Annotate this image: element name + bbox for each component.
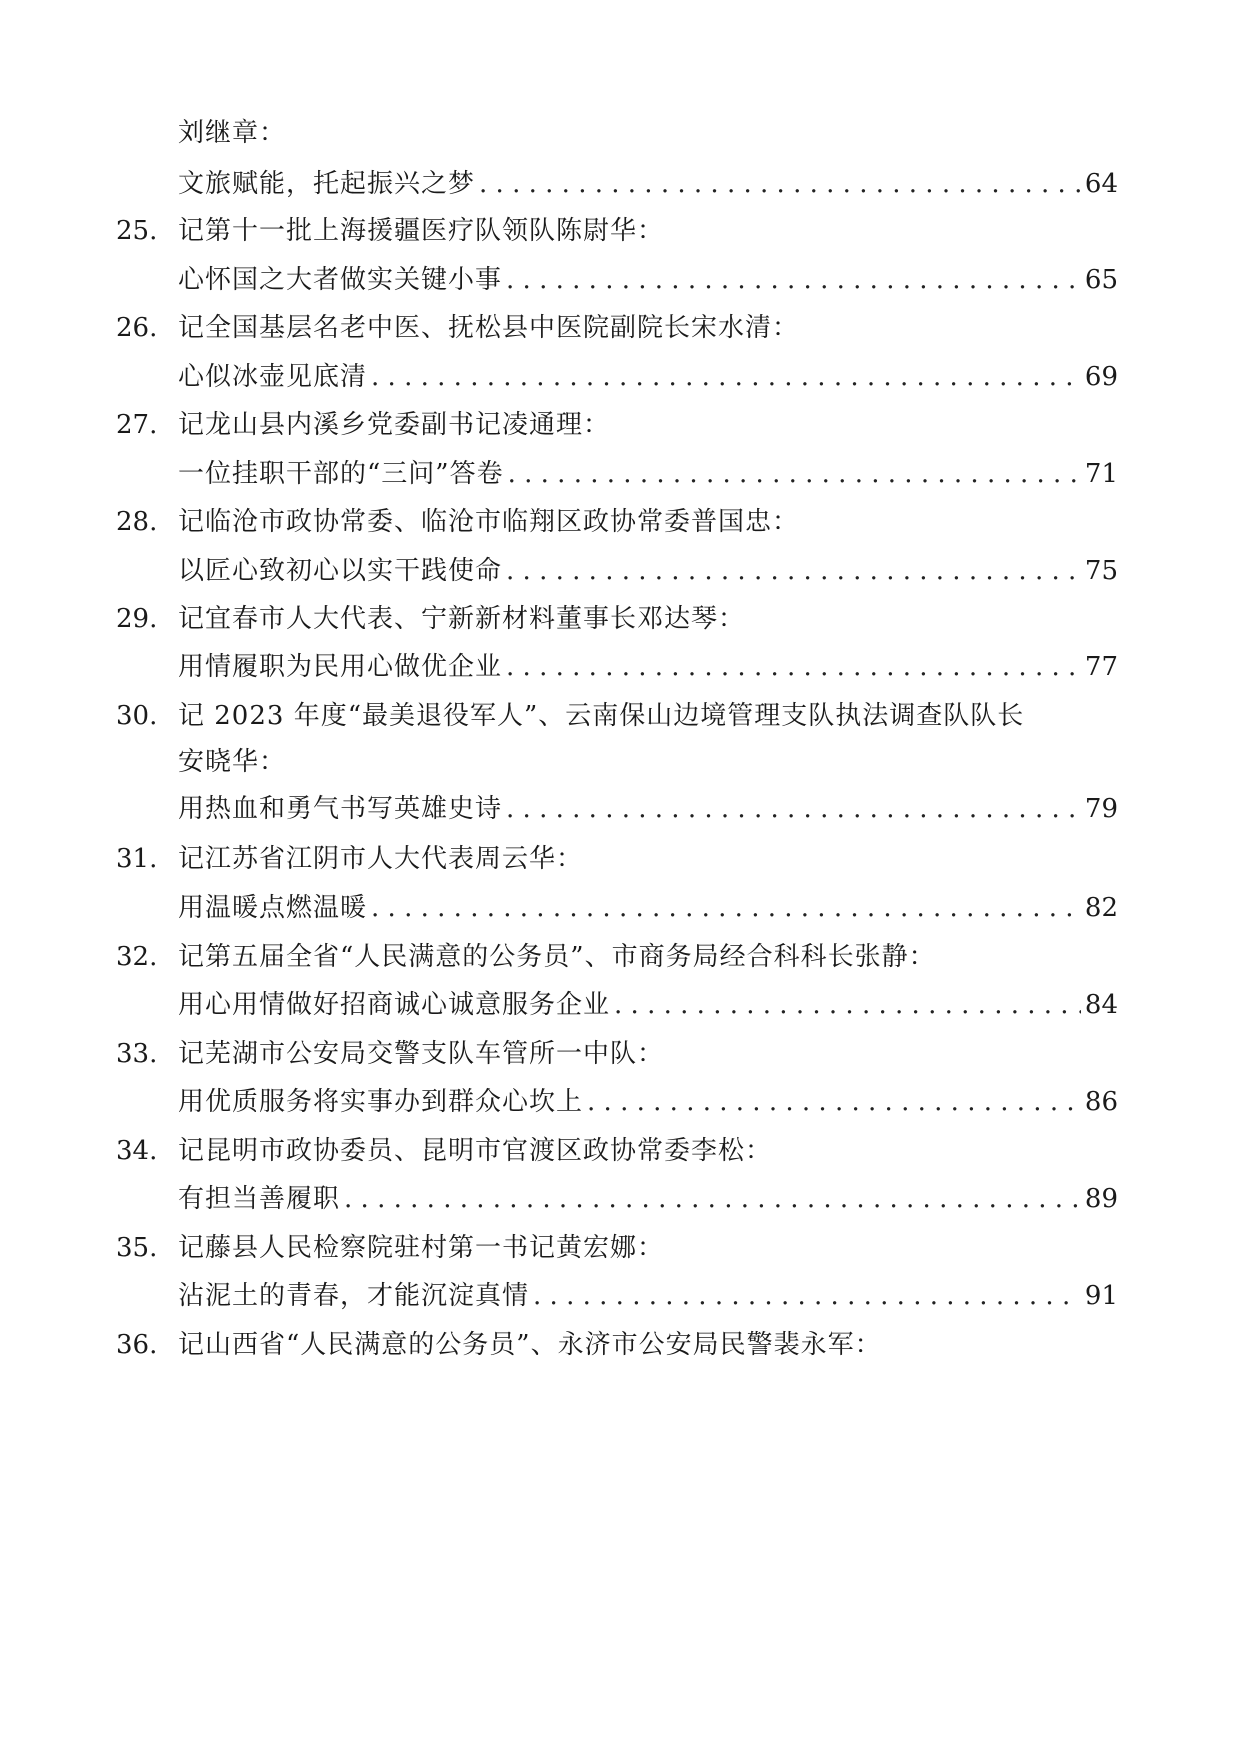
toc-entry-subtitle[interactable] [0,985,1240,1025]
toc-entry-subtitle[interactable] [0,1179,1240,1219]
toc-title-text: 记宜春市人大代表、宁新新材料董事长邓达琴： [178,604,746,634]
toc-title-text: 安晓华： [178,747,287,777]
toc-entry-number: 27. [116,410,158,440]
toc-subtitle-text: 沾泥土的青春，才能沉淀真情 [178,1281,530,1311]
toc-entry-subtitle[interactable] [0,1082,1240,1122]
toc-page-number: 69 [1084,362,1118,392]
toc-page-number: 82 [1084,893,1118,923]
toc-entry-subtitle[interactable] [0,357,1240,397]
toc-subtitle-text: 用温暖点燃温暖 [178,893,368,923]
dot-leader [367,357,1081,397]
toc-entry-title [0,502,1240,542]
toc-entry-title [0,1131,1240,1171]
toc-page-number: 77 [1084,652,1118,682]
toc-title-text: 记昆明市政协委员、昆明市官渡区政协常委李松： [178,1136,773,1166]
dot-leader [340,1179,1081,1219]
toc-entry-title [0,211,1240,251]
toc-entry-title [0,599,1240,639]
toc-entry-number: 33. [116,1039,158,1069]
toc-entry-title [0,937,1240,977]
dot-leader [529,1276,1081,1316]
toc-title-text: 记全国基层名老中医、抚松县中医院副院长宋水清： [178,313,800,343]
toc-subtitle-text: 用热血和勇气书写英雄史诗 [178,794,503,824]
dot-leader [502,260,1081,300]
toc-subtitle-text: 文旅赋能，托起振兴之梦 [178,169,476,199]
toc-title-text: 记藤县人民检察院驻村第一书记黄宏娜： [178,1233,665,1263]
dot-leader [502,789,1081,829]
toc-entry-subtitle[interactable] [0,888,1240,928]
toc-title-text: 记山西省“人民满意的公务员”、永济市公安局民警裴永军： [178,1330,882,1360]
toc-title-text: 记江苏省江阴市人大代表周云华： [178,844,584,874]
toc-subtitle-text: 心怀国之大者做实关键小事 [178,265,503,295]
toc-entry-number: 28. [116,507,158,537]
dot-leader [583,1082,1081,1122]
toc-subtitle-text: 用优质服务将实事办到群众心坎上 [178,1087,584,1117]
toc-page-number: 84 [1084,990,1118,1020]
toc-entry-title [0,308,1240,348]
toc-entry-subtitle[interactable] [0,1276,1240,1316]
toc-page-number: 89 [1084,1184,1118,1214]
toc-entry-number: 30. [116,701,158,731]
dot-leader [610,985,1081,1025]
toc-title-text: 记龙山县内溪乡党委副书记凌通理： [178,410,611,440]
toc-entry-subtitle[interactable] [0,164,1240,204]
toc-subtitle-text: 有担当善履职 [178,1184,341,1214]
toc-entry-subtitle[interactable] [0,647,1240,687]
toc-entry-title [0,1325,1240,1365]
toc-subtitle-text: 用心用情做好招商诚心诚意服务企业 [178,990,611,1020]
toc-entry-subtitle[interactable] [0,260,1240,300]
toc-page-number: 86 [1084,1087,1118,1117]
toc-subtitle-text: 以匠心致初心以实干践使命 [178,556,503,586]
dot-leader [475,164,1081,204]
toc-entry-number: 25. [116,216,158,246]
dot-leader [367,888,1081,928]
toc-page-number: 91 [1084,1281,1118,1311]
toc-entry-number: 31. [116,844,158,874]
toc-page-number: 71 [1084,459,1118,489]
toc-page-number: 65 [1084,265,1118,295]
toc-entry-number: 26. [116,313,158,343]
toc-title-text: 记芜湖市公安局交警支队车管所一中队： [178,1039,665,1069]
toc-entry-subtitle[interactable] [0,551,1240,591]
toc-title-text: 记 2023 年度“最美退役军人”、云南保山边境管理支队执法调查队队长 [178,701,1025,731]
toc-page-number: 79 [1084,794,1118,824]
toc-entry-title-continued [0,742,1240,782]
toc-entry-title [0,113,1240,153]
toc-page-number: 64 [1084,169,1118,199]
dot-leader [504,454,1081,494]
toc-entry-title [0,1034,1240,1074]
toc-entry-title [0,405,1240,445]
toc-title-text: 记第十一批上海援疆医疗队领队陈尉华： [178,216,665,246]
toc-title-text: 刘继章： [178,118,287,148]
toc-subtitle-text: 用情履职为民用心做优企业 [178,652,503,682]
toc-entry-title [0,696,1240,736]
toc-title-text: 记第五届全省“人民满意的公务员”、市商务局经合科科长张静： [178,942,936,972]
toc-entry-number: 34. [116,1136,158,1166]
toc-entry-title [0,839,1240,879]
dot-leader [502,551,1081,591]
toc-entry-title [0,1228,1240,1268]
toc-page-number: 75 [1084,556,1118,586]
toc-subtitle-text: 心似冰壶见底清 [178,362,368,392]
toc-entry-number: 32. [116,942,158,972]
toc-entry-number: 29. [116,604,158,634]
toc-title-text: 记临沧市政协常委、临沧市临翔区政协常委普国忠： [178,507,800,537]
toc-subtitle-text: 一位挂职干部的“三问”答卷 [178,459,504,489]
toc-entry-number: 35. [116,1233,158,1263]
toc-entry-subtitle[interactable] [0,454,1240,494]
toc-entry-subtitle[interactable] [0,789,1240,829]
dot-leader [502,647,1081,687]
toc-entry-number: 36. [116,1330,158,1360]
